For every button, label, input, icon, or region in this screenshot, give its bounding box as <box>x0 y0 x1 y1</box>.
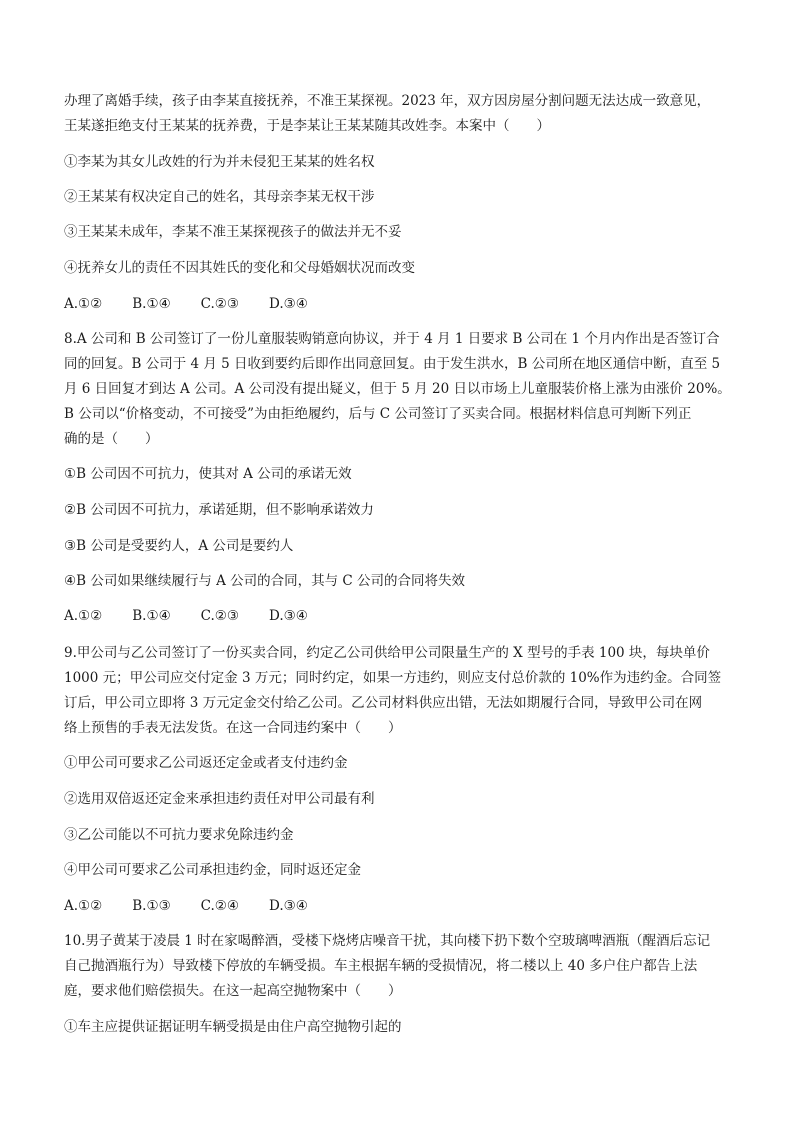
q9-statement-4: ④甲公司可要求乙公司承担违约金，同时返还定金 <box>64 862 361 878</box>
q9-options <box>64 896 308 916</box>
q9-option-b: B.①③ <box>132 898 171 914</box>
q7-stem-line-1: 办理了离婚手续，孩子由李某直接抚养，不准王某探视。2023 年，双方因房屋分割问题无法达成一致意见， <box>64 93 711 109</box>
q9-stem-line-3: 订后，甲公司立即将 3 万元定金交付给乙公司。乙公司材料供应出错，无法如期履行合同，导致甲公司在网 <box>64 695 703 711</box>
q8-option-d: D.③④ <box>269 608 308 624</box>
q10-stem-line-2: 自己抛酒瓶行为）导致楼下停放的车辆受损。车主根据车辆的受损情况，将二楼以上 40 多户住户都告上法 <box>64 958 698 974</box>
q9-statement-2: ②选用双倍返还定金来承担违约责任对甲公司最有利 <box>64 791 375 807</box>
q8-stem-line-1: 8.A 公司和 B 公司签订了一份儿童服装购销意向协议，并于 4 月 1 日要求 B 公司在 1 个月内作出是否签订合 <box>64 331 720 347</box>
q9-option-d: D.③④ <box>269 898 308 914</box>
q8-statement-1: ①B 公司因不可抗力，使其对 A 公司的承诺无效 <box>64 466 352 482</box>
q8-stem-line-2: 同的回复。B 公司于 4 月 5 日收到要约后即作出同意回复。由于发生洪水，B 公司所在地区通信中断，直至 5 <box>64 356 721 372</box>
q9-statement-3: ③乙公司能以不可抗力要求免除违约金 <box>64 827 294 843</box>
q7-option-d: D.③④ <box>269 296 308 312</box>
q9-option-c: C.②④ <box>200 898 240 914</box>
q7-option-a: A.①② <box>64 296 103 312</box>
q7-options <box>64 294 308 314</box>
q7-option-c: C.②③ <box>200 296 240 312</box>
q9-stem-line-1: 9.甲公司与乙公司签订了一份买卖合同，约定乙公司供给甲公司限量生产的 X 型号的手表 100 块，每块单价 <box>64 645 710 661</box>
q7-statement-1: ①李某为其女儿改姓的行为并未侵犯王某某的姓名权 <box>64 154 375 170</box>
q9-stem-line-2: 1000 元；甲公司应交付定金 3 万元；同时约定，如果一方违约，则应支付总价款的 10%作为违约金。合同签 <box>64 670 722 686</box>
q8-stem-line-3: 月 6 日回复才到达 A 公司。A 公司没有提出疑义，但于 5 月 20 日以市场上儿童服装价格上涨为由涨价 20%。 <box>64 381 731 397</box>
q9-option-a: A.①② <box>64 898 103 914</box>
q9-stem-line-4: 络上预售的手表无法发货。在这一合同违约案中（ ） <box>64 720 402 736</box>
q8-stem-line-5: 确的是（ ） <box>64 431 159 447</box>
q7-option-b: B.①④ <box>132 296 171 312</box>
q7-statement-2: ②王某某有权决定自己的姓名，其母亲李某无权干涉 <box>64 189 375 205</box>
q7-statement-4: ④抚养女儿的责任不因其姓氏的变化和父母婚姻状况而改变 <box>64 260 415 276</box>
q10-stem-line-1: 10.男子黄某于凌晨 1 时在家喝醉酒，受楼下烧烤店噪音干扰，其向楼下扔下数个空玻璃啤酒瓶（醒酒后忘记 <box>64 933 711 949</box>
q8-statement-3: ③B 公司是受要约人，A 公司是要约人 <box>64 538 294 554</box>
q7-stem-line-2: 王某遂拒绝支付王某某的抚养费，于是李某让王某某随其改姓李。本案中（ ） <box>64 118 550 134</box>
q7-statement-3: ③王某某未成年，李某不准王某探视孩子的做法并无不妥 <box>64 224 402 240</box>
q8-statement-4: ④B 公司如果继续履行与 A 公司的合同，其与 C 公司的合同将失效 <box>64 573 466 589</box>
q9-statement-1: ①甲公司可要求乙公司返还定金或者支付违约金 <box>64 755 348 771</box>
q8-options <box>64 606 308 626</box>
q8-option-b: B.①④ <box>132 608 171 624</box>
q10-statement-1: ①车主应提供证据证明车辆受损是由住户高空抛物引起的 <box>64 1019 402 1035</box>
q8-stem-line-4: B 公司以“价格变动，不可接受”为由拒绝履约，后与 C 公司签订了买卖合同。根据材料信息可判断下列正 <box>64 406 692 422</box>
q8-option-c: C.②③ <box>200 608 240 624</box>
q8-statement-2: ②B 公司因不可抗力，承诺延期，但不影响承诺效力 <box>64 502 374 518</box>
q10-stem-line-3: 庭，要求他们赔偿损失。在这一起高空抛物案中（ ） <box>64 983 402 999</box>
q8-option-a: A.①② <box>64 608 103 624</box>
